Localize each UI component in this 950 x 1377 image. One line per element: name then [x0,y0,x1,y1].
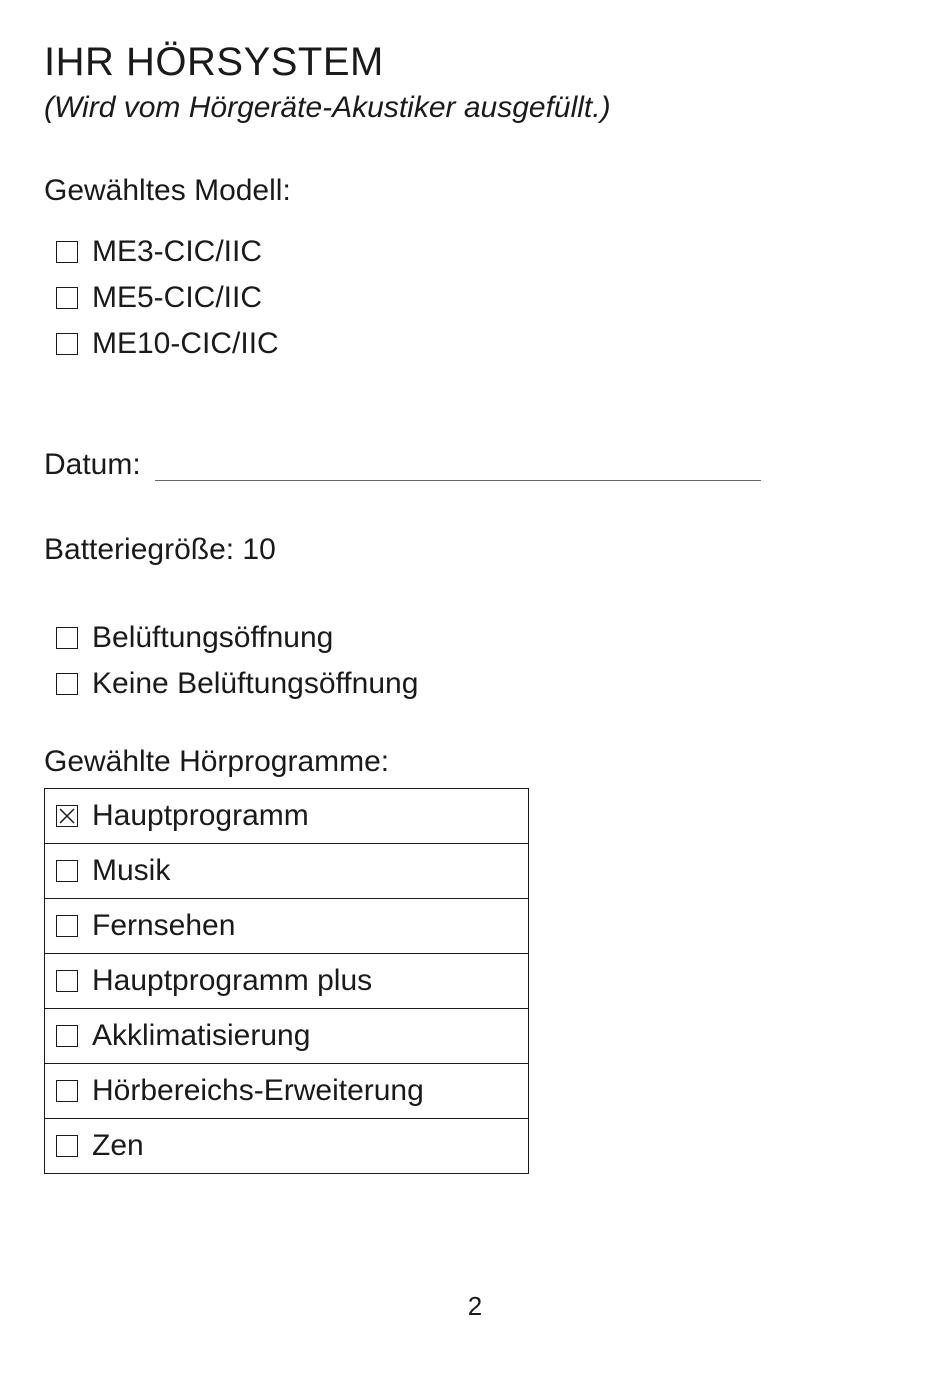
program-label: Hauptprogramm [92,799,309,832]
checkbox-icon[interactable] [56,673,78,695]
date-field[interactable] [155,480,761,481]
page-subtitle: (Wird vom Hörgeräte-Akustiker ausgefüllt.) [44,91,611,124]
battery-label: Batteriegröße: 10 [44,533,276,566]
model-label: Gewähltes Modell: [44,174,291,207]
model-option-me10[interactable] [56,321,279,367]
vent-option-none[interactable] [56,661,418,707]
program-label: Akklimatisierung [92,1019,311,1052]
checkbox-icon[interactable] [56,287,78,309]
model-option-label: ME10-CIC/IIC [92,327,279,360]
model-option-label: ME3-CIC/IIC [92,235,263,268]
program-label: Zen [92,1129,144,1162]
table-row[interactable] [45,844,529,899]
checkbox-checked-icon[interactable] [56,805,78,827]
checkbox-icon[interactable] [56,915,78,937]
checkbox-icon[interactable] [56,333,78,355]
program-cell[interactable] [45,899,529,954]
page-number: 2 [467,1291,483,1321]
vent-options [56,615,418,707]
table-row[interactable] [45,1009,529,1064]
program-cell[interactable] [45,789,529,844]
table-row[interactable] [45,954,529,1009]
vent-option-open[interactable] [56,615,418,661]
program-cell[interactable] [45,1064,529,1119]
program-cell[interactable] [45,844,529,899]
table-row[interactable] [45,899,529,954]
vent-option-label: Keine Belüftungsöffnung [92,667,419,700]
model-options [56,229,279,367]
program-label: Hauptprogramm plus [92,964,373,997]
table-row[interactable] [45,1064,529,1119]
table-row[interactable] [45,789,529,844]
program-label: Hörbereichs-Erweiterung [92,1074,424,1107]
programs-label: Gewählte Hörprogramme: [44,745,390,778]
checkbox-icon[interactable] [56,1135,78,1157]
model-option-me3[interactable] [56,229,279,275]
model-option-label: ME5-CIC/IIC [92,281,263,314]
program-cell[interactable] [45,954,529,1009]
programs-table [44,788,529,1174]
program-cell[interactable] [45,1119,529,1174]
program-cell[interactable] [45,1009,529,1064]
date-label: Datum: [44,448,141,481]
checkbox-icon[interactable] [56,1080,78,1102]
page-title: IHR HÖRSYSTEM [44,40,384,84]
program-label: Musik [92,854,171,887]
model-option-me5[interactable] [56,275,279,321]
checkbox-icon[interactable] [56,241,78,263]
table-row[interactable] [45,1119,529,1174]
checkbox-icon[interactable] [56,627,78,649]
program-label: Fernsehen [92,909,236,942]
date-row [44,447,761,483]
checkbox-icon[interactable] [56,860,78,882]
checkbox-icon[interactable] [56,970,78,992]
checkbox-icon[interactable] [56,1025,78,1047]
vent-option-label: Belüftungsöffnung [92,621,334,654]
